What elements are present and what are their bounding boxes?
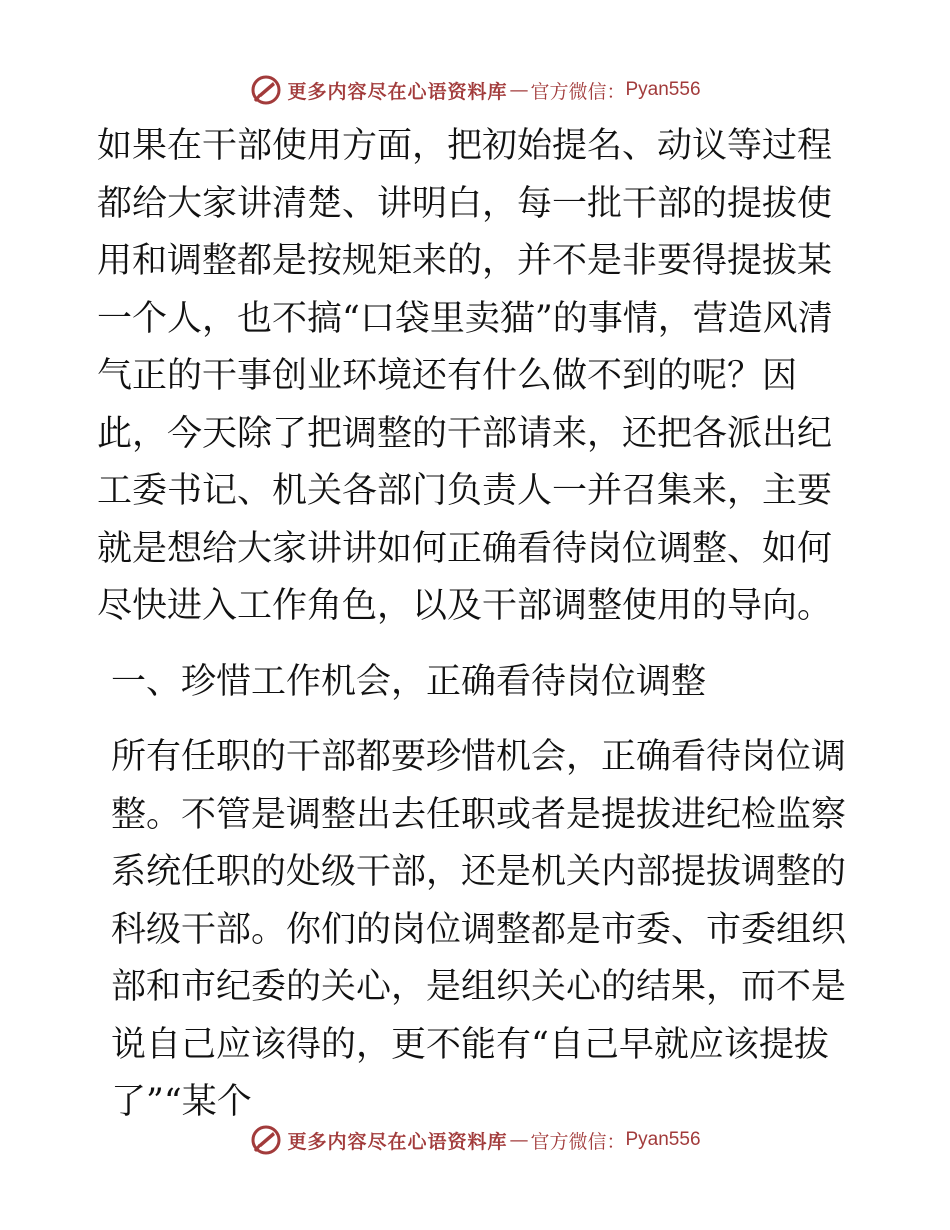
watermark-official: 官方微信： — [530, 1130, 626, 1153]
brand-logo-icon — [249, 73, 283, 107]
watermark-account: Pyan556 — [625, 1129, 701, 1150]
watermark-account: Pyan556 — [625, 79, 701, 100]
document-body — [97, 118, 857, 1132]
footer-watermark — [0, 1120, 950, 1160]
watermark-official: 官方微信： — [530, 80, 626, 103]
watermark-dash: — — [509, 1129, 529, 1151]
header-watermark — [0, 70, 950, 110]
paragraph-2: 所有任职的干部都要珍惜机会，正确看待岗位调整。不管是调整出去任职或者是提拔进纪检监察系统任职的处级干部，还是机关内部提拔调整的科级干部。你们的岗位调整都是市委、市委组织部和市纪委的关心，是组织关心的结果，而不是说自己应该得的，更不能有“自己早就应该提拔了”“某个 — [111, 737, 847, 1122]
section-heading-1: 一、珍惜工作机会，正确看待岗位调整 — [111, 661, 707, 702]
brand-logo-icon — [249, 1123, 283, 1157]
watermark-brand: 更多内容尽在心语资料库 — [287, 1130, 508, 1153]
watermark-dash: — — [509, 79, 529, 101]
paragraph-1: 如果在干部使用方面，把初始提名、动议等过程都给大家讲清楚、讲明白，每一批干部的提拔使用和调整都是按规矩来的，并不是非要得提拔某一个人，也不搞“口袋里卖猫”的事情，营造风清气正的干事创业环境还有什么做不到的呢？因此，今天除了把调整的干部请来，还把各派出纪工委书记、机关各部门负责人一并召集来，主要就是想给大家讲讲如何正确看待岗位调整、如何尽快进入工作角色，以及干部调整使用的导向。 — [97, 126, 833, 626]
watermark-brand: 更多内容尽在心语资料库 — [287, 80, 508, 103]
